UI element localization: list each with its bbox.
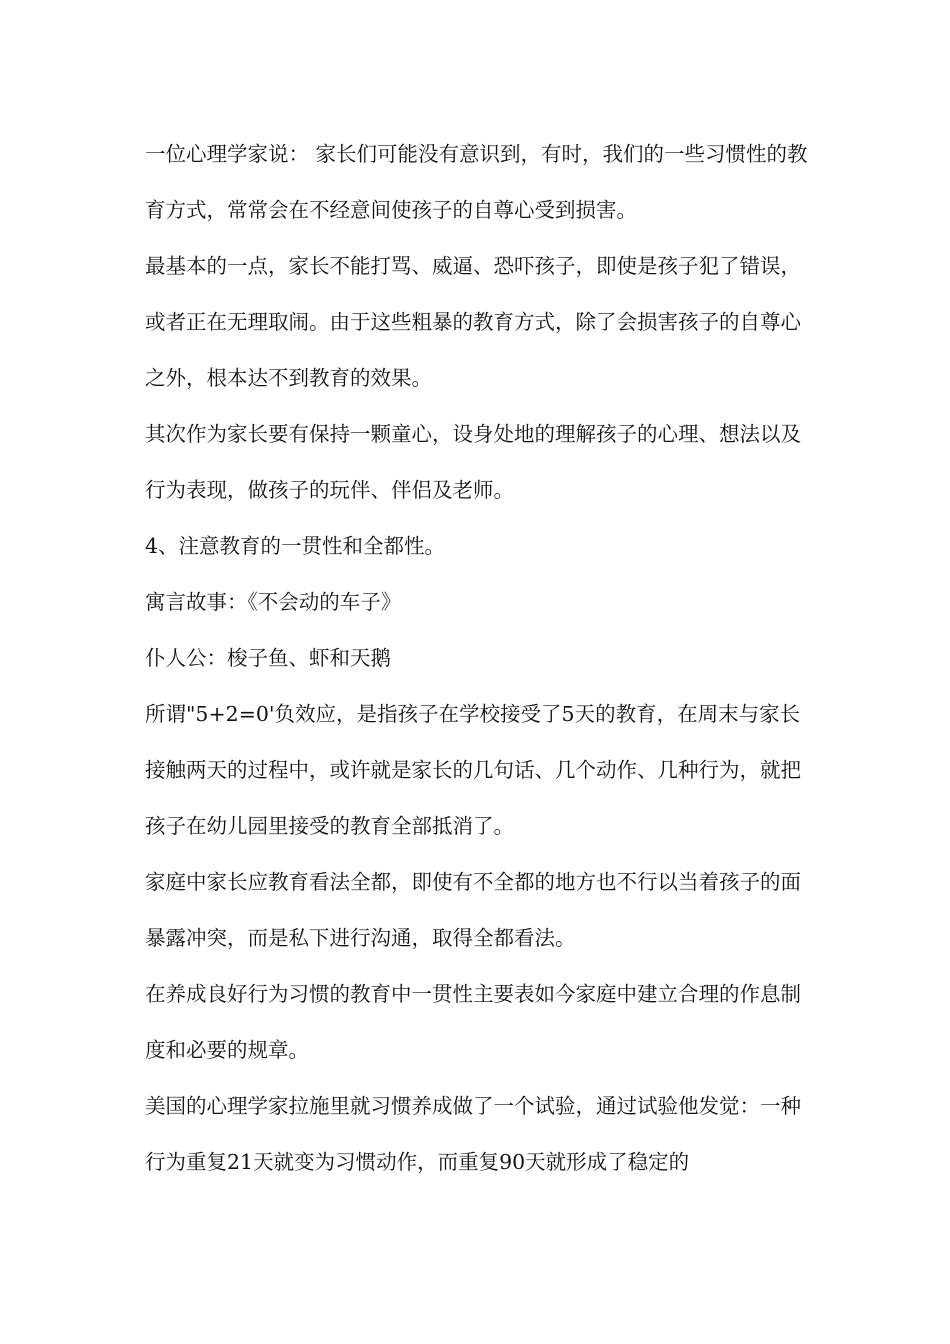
paragraph-childlike-heart: 其次作为家长要有保持一颗童心，设身处地的理解孩子的心理、想法以及行为表现，做孩子的玩伴、伴侣及老师。 [145, 422, 801, 502]
paragraph-fable-title: 寓言故事：《不会动的车子》 [145, 590, 402, 614]
paragraph-consistency: 在养成良好行为习惯的教育中一贯性主要表如今家庭中建立合理的作息制度和必要的规章。 [145, 982, 801, 1062]
paragraph-family-consensus: 家庭中家长应教育看法全都，即使有不全都的地方也不行以当着孩子的面暴露冲突，而是私下进行沟通，取得全都看法。 [145, 870, 801, 950]
paragraph-5-2-0-effect: 所谓"5+2=0'负效应，是指孩子在学校接受了5天的教育，在周末与家长接触两天的过程中，或许就是家长的几句话、几个动作、几种行为，就把孩子在幼儿园里接受的教育全部抵消了。 [145, 702, 801, 838]
document-body [145, 126, 820, 1190]
paragraph-habit-experiment: 美国的心理学家拉施里就习惯养成做了一个试验，通过试验他发觉：一种行为重复21天就变为习惯动作，而重复90天就形成了稳定的 [145, 1094, 801, 1174]
paragraph-characters: 仆人公：梭子鱼、虾和天鹅 [145, 646, 391, 670]
paragraph-psychologist-quote: 一位心理学家说： 家长们可能没有意识到，有时，我们的一些习惯性的教育方式，常常会在不经意间使孩子的自尊心受到损害。 [145, 142, 808, 222]
paragraph-no-scolding: 最基本的一点，家长不能打骂、威逼、恐吓孩子，即使是孩子犯了错误，或者正在无理取闹。由于这些粗暴的教育方式，除了会损害孩子的自尊心之外，根本达不到教育的效果。 [145, 254, 801, 390]
paragraph-section-heading: 4、注意教育的一贯性和全都性。 [145, 534, 446, 558]
